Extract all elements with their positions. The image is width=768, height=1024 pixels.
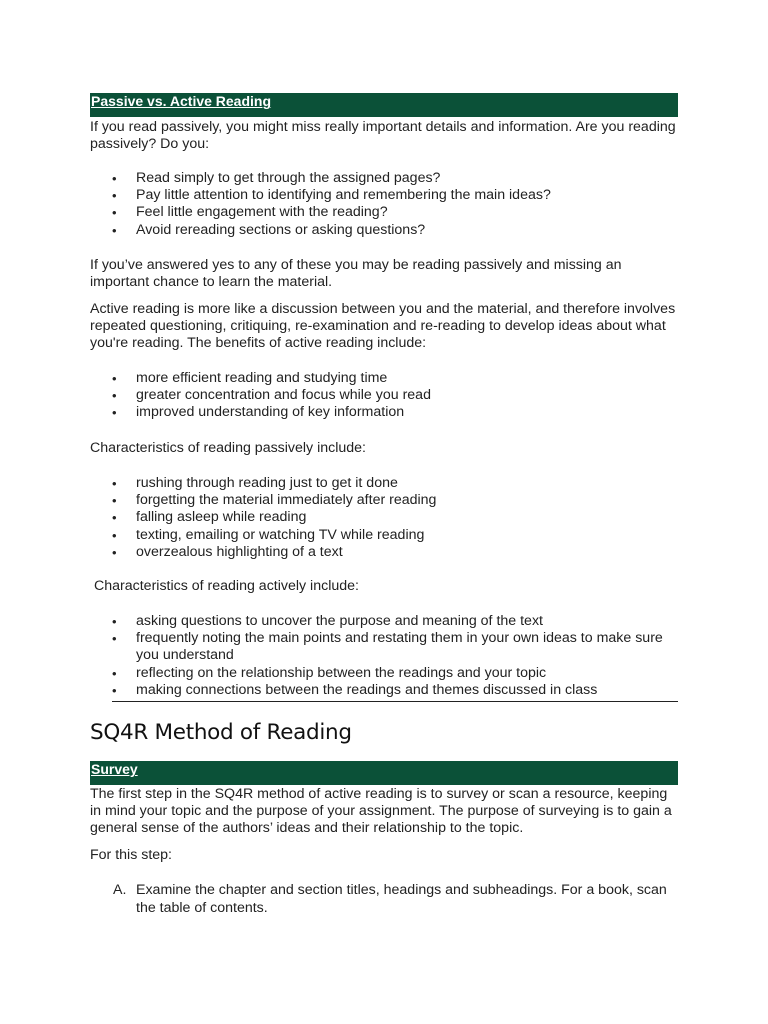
section-heading-survey bbox=[90, 761, 678, 785]
list-item: • Read simply to get through the assigned pages? bbox=[90, 170, 680, 187]
horizontal-divider bbox=[112, 701, 678, 702]
active-characteristics-label: Characteristics of reading actively include: bbox=[94, 578, 359, 594]
list-item: • asking questions to uncover the purpose and meaning of the text bbox=[90, 613, 680, 630]
section-heading-text: Survey bbox=[91, 761, 138, 777]
list-item: • more efficient reading and studying time bbox=[90, 370, 680, 387]
list-item: • Avoid rereading sections or asking questions? bbox=[90, 222, 680, 239]
list-item: • making connections between the readings and themes discussed in class bbox=[90, 682, 680, 699]
passive-traits-list bbox=[90, 475, 680, 561]
conclusion-paragraph: If you’ve answered yes to any of these you may be reading passively and missing an important chance to learn the material. bbox=[90, 257, 622, 290]
list-item: • Feel little engagement with the reading? bbox=[90, 204, 680, 221]
section-heading-text: Passive vs. Active Reading bbox=[91, 93, 272, 109]
sq4r-title: SQ4R Method of Reading bbox=[90, 720, 352, 745]
list-item: • forgetting the material immediately after reading bbox=[90, 492, 680, 509]
list-item: • greater concentration and focus while you read bbox=[90, 387, 680, 404]
list-item: • improved understanding of key information bbox=[90, 404, 680, 421]
list-item: • reflecting on the relationship between the readings and your topic bbox=[90, 665, 680, 682]
active-reading-paragraph: Active reading is more like a discussion between you and the material, and therefore involves repeated questioning, critiquing, re-examination and re-reading to develop ideas about what you're reading. The benefits of active reading include: bbox=[90, 301, 676, 351]
list-item-text: Examine the chapter and section titles, headings and subheadings. For a book, scan the table of contents. bbox=[136, 882, 667, 916]
list-item: • overzealous highlighting of a text bbox=[90, 544, 680, 561]
benefits-list bbox=[90, 370, 680, 422]
list-item: • falling asleep while reading bbox=[90, 509, 680, 526]
step-label: For this step: bbox=[90, 847, 173, 863]
passive-questions-list bbox=[90, 170, 680, 239]
steps-list bbox=[90, 882, 680, 917]
passive-characteristics-label: Characteristics of reading passively include: bbox=[90, 440, 366, 456]
list-item: • texting, emailing or watching TV while reading bbox=[90, 527, 680, 544]
list-item: • rushing through reading just to get it done bbox=[90, 475, 680, 492]
list-item: • Pay little attention to identifying and remembering the main ideas? bbox=[90, 187, 680, 204]
list-item: • frequently noting the main points and restating them in your own ideas to make sure you understand bbox=[90, 630, 680, 664]
active-traits-list bbox=[90, 613, 680, 699]
list-marker: A. bbox=[113, 882, 127, 898]
intro-paragraph: If you read passively, you might miss really important details and information. Are you reading passively? Do you: bbox=[90, 119, 676, 152]
list-item bbox=[90, 882, 680, 917]
section-heading-passive-vs-active bbox=[90, 93, 678, 117]
survey-paragraph: The first step in the SQ4R method of active reading is to survey or scan a resource, keeping in mind your topic and the purpose of your assignment. The purpose of surveying is to gain a general sense of the authors’ ideas and their relationship to the topic. bbox=[90, 786, 672, 836]
